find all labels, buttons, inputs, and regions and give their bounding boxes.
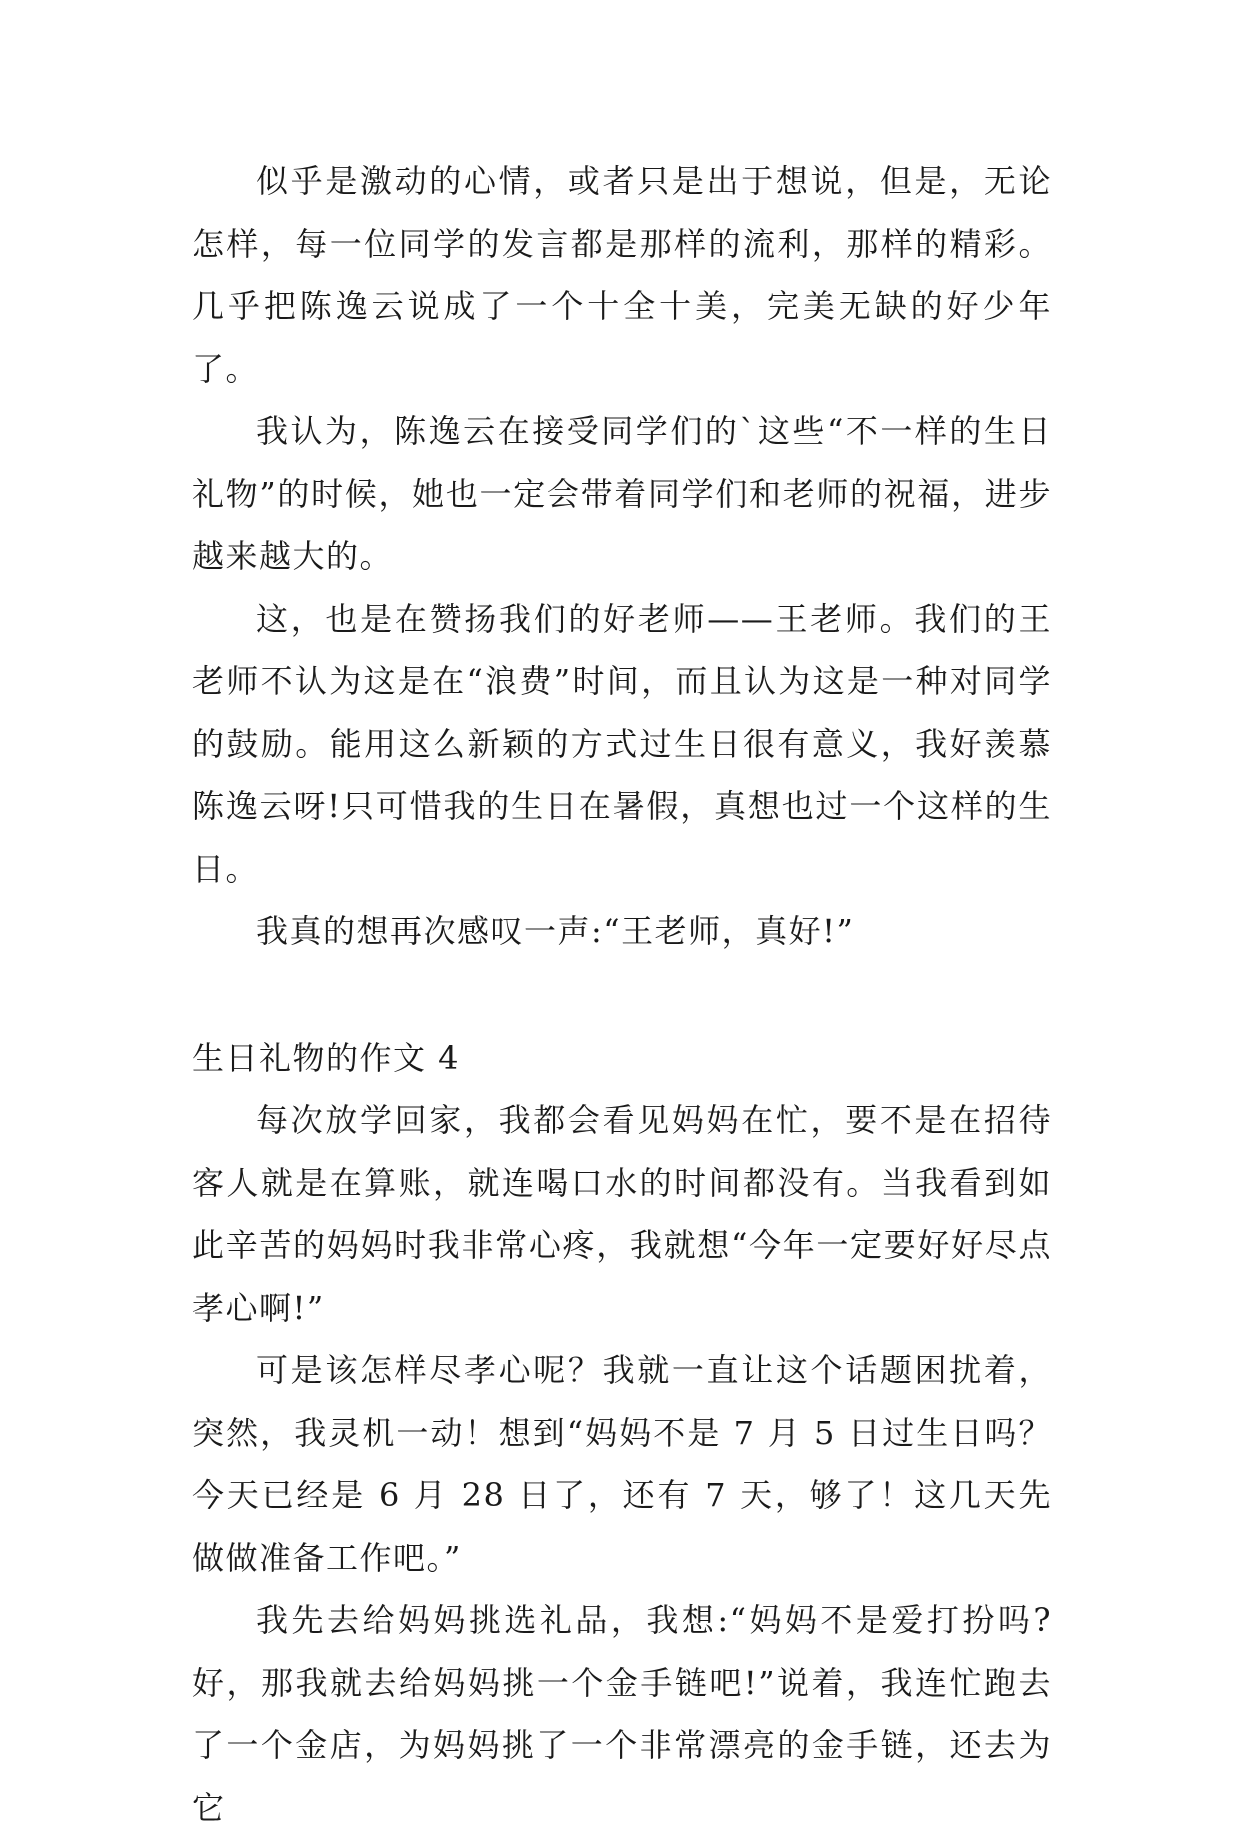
paragraph-praise-teacher: 这，也是在赞扬我们的好老师——王老师。我们的王老师不认为这是在“浪费”时间，而且认为这是一种对同学的鼓励。能用这么新颖的方式过生日很有意义，我好羡慕陈逸云呀!只可惜我的生日在暑假，真想也过一个这样的生日。 [192,599,1052,888]
paragraph-idea: 可是该怎样尽孝心呢？我就一直让这个话题困扰着，突然，我灵机一动！想到“妈妈不是 7 月 5 日过生日吗？今天已经是 6 月 28 日了，还有 7 天，够了！这几天先做做准备工作吧。” [192,1351,1052,1577]
paragraph-exclamation: 我真的想再次感叹一声:“王老师，真好!” [256,912,855,950]
paragraph-gift-shopping: 我先去给妈妈挑选礼品，我想:“妈妈不是爱打扮吗?好，那我就去给妈妈挑一个金手链吧!”说着，我连忙跑去了一个金店，为妈妈挑了一个非常漂亮的金手链，还去为它 [192,1601,1052,1827]
paragraph-classmates-speeches: 似乎是激动的心情，或者只是出于想说，但是，无论怎样，每一位同学的发言都是那样的流利，那样的精彩。几乎把陈逸云说成了一个十全十美，完美无缺的好少年了。 [192,162,1052,388]
paragraph-busy-mother: 每次放学回家，我都会看见妈妈在忙，要不是在招待客人就是在算账，就连喝口水的时间都没有。当我看到如此辛苦的妈妈时我非常心疼，我就想“今年一定要好好尽点孝心啊!” [192,1101,1052,1327]
paragraph-birthday-gifts: 我认为，陈逸云在接受同学们的`这些“不一样的生日礼物”的时候，她也一定会带着同学们和老师的祝福，进步越来越大的。 [192,412,1052,575]
document-page [192,150,1052,1839]
section-heading: 生日礼物的作文 4 [192,1038,461,1077]
